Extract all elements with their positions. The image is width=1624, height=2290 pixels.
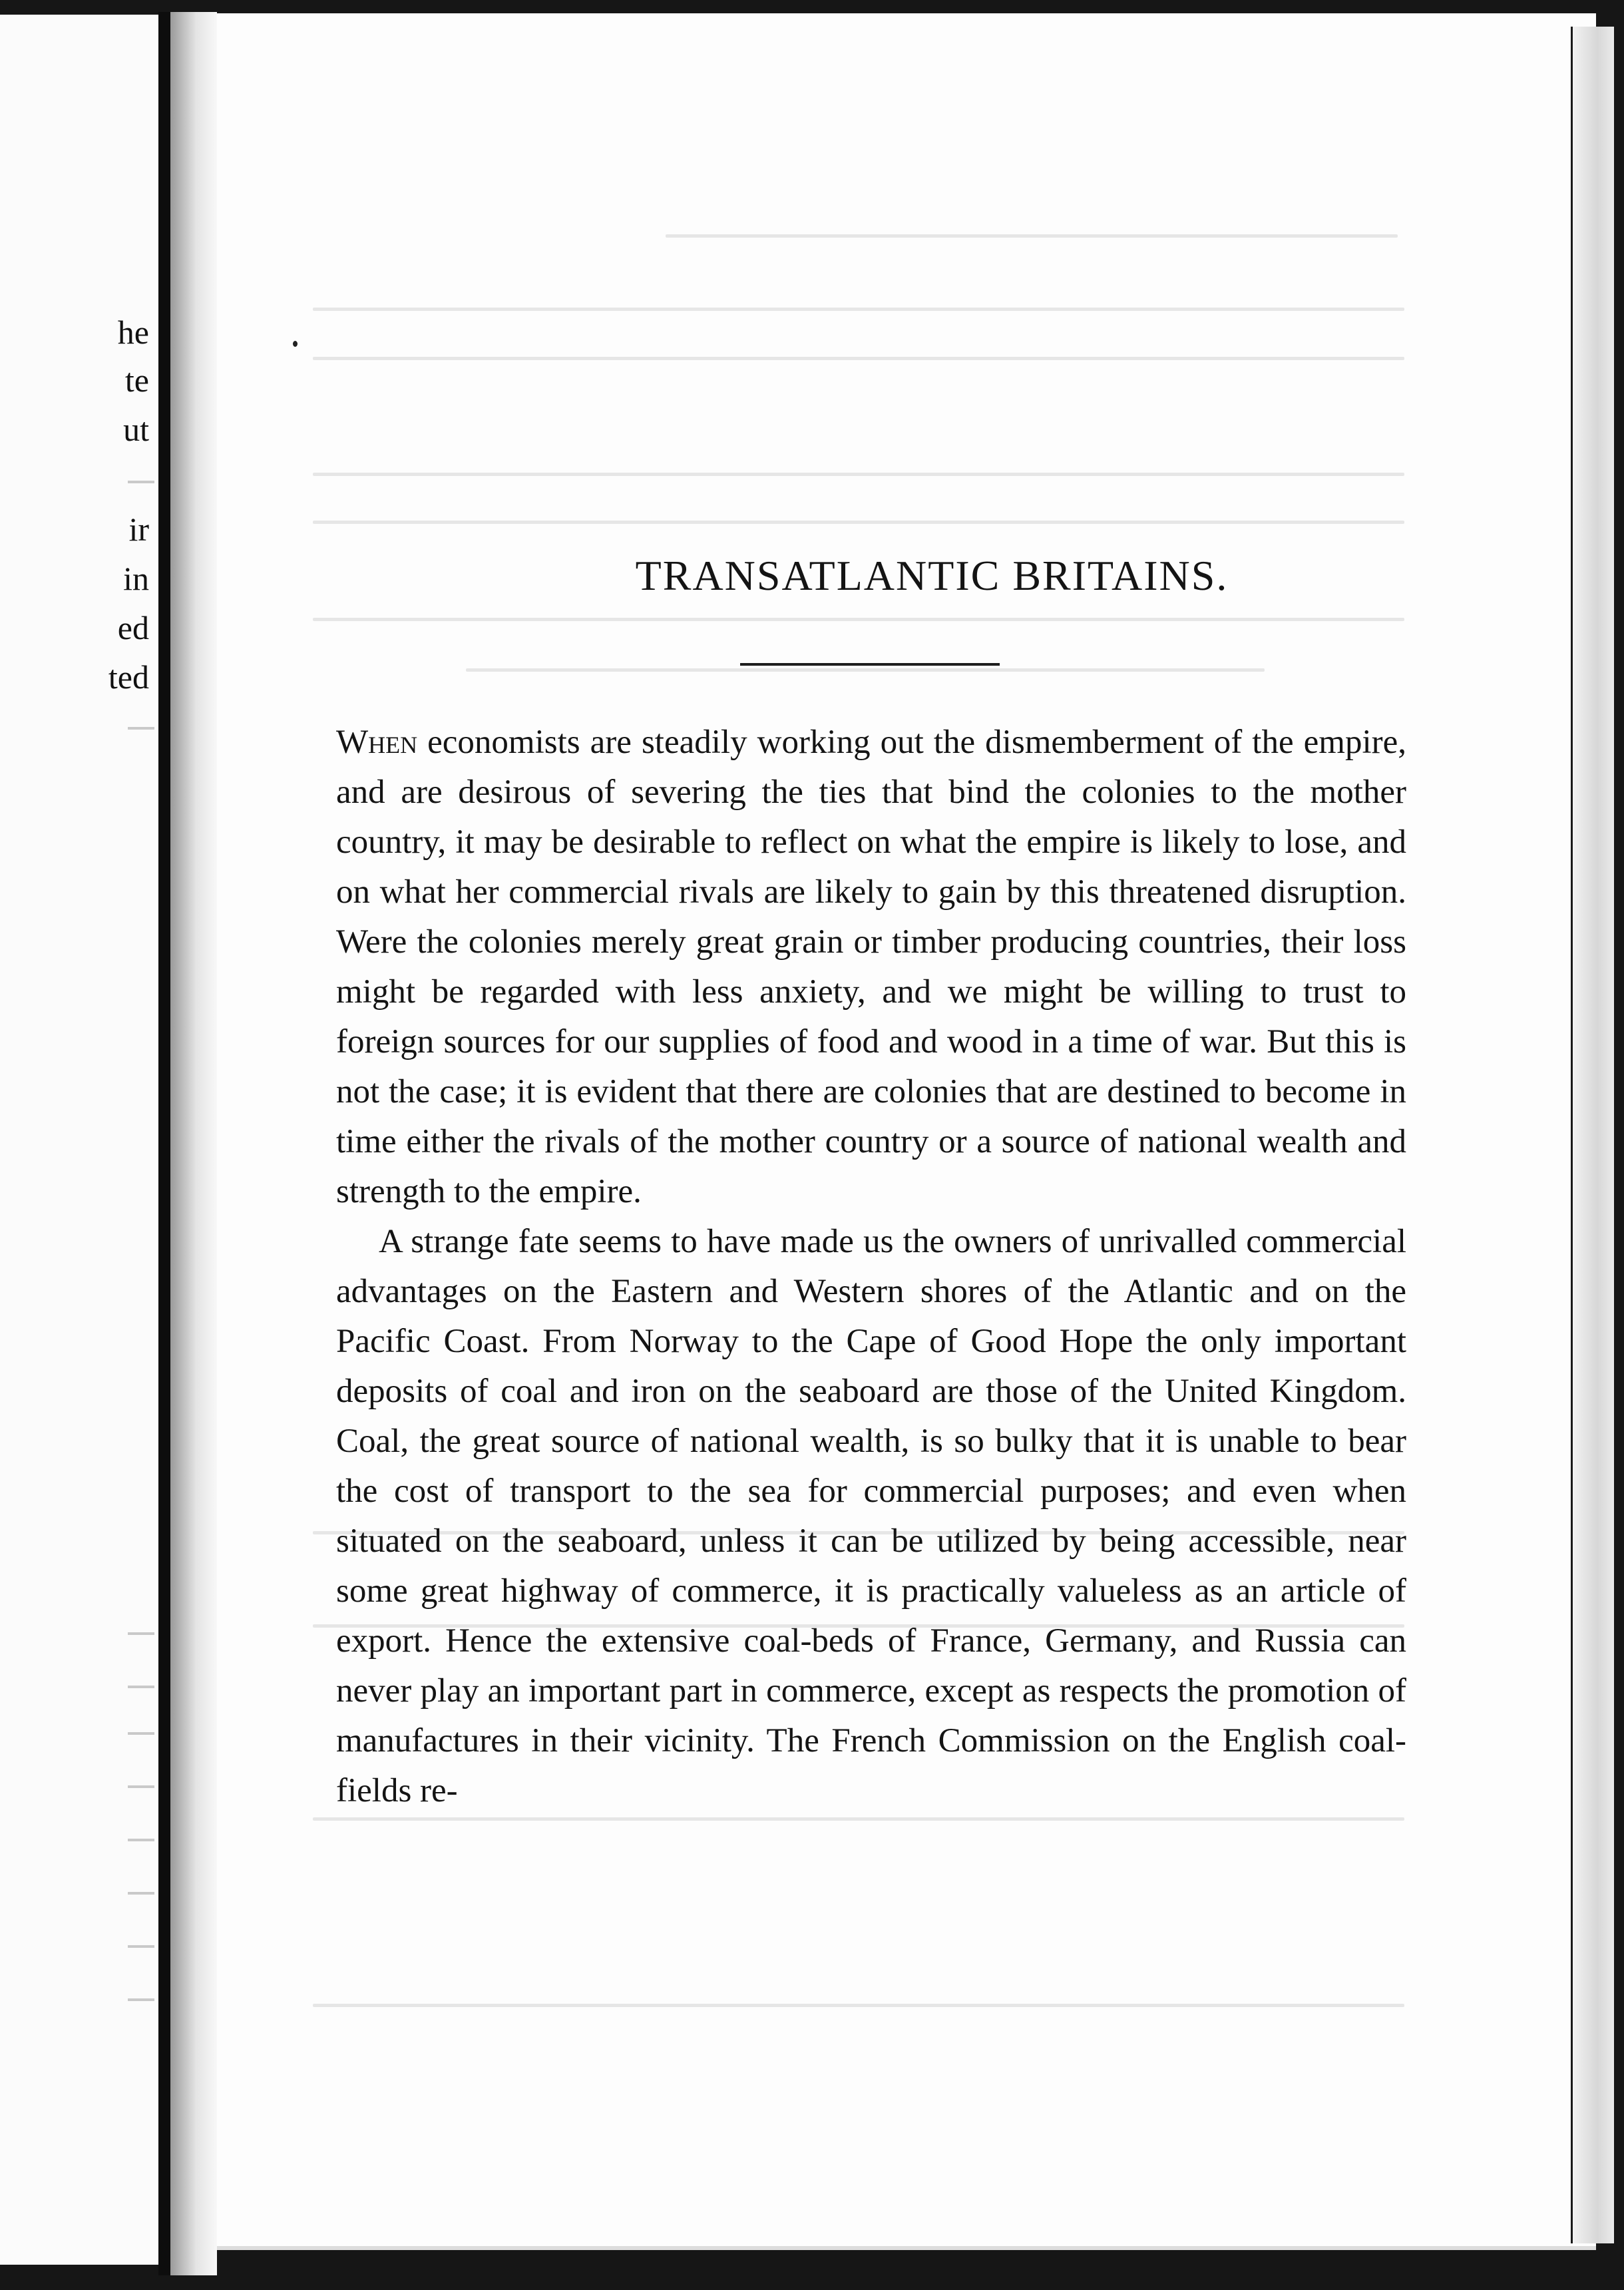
- faint-mark: [128, 481, 154, 483]
- left-page-fragment: he: [117, 314, 149, 351]
- show-through-line: [313, 1817, 1404, 1821]
- ink-speck: [293, 341, 298, 347]
- faint-mark: [128, 1892, 154, 1895]
- faint-mark: [128, 1785, 154, 1788]
- faint-mark: [128, 1839, 154, 1841]
- show-through-line: [313, 473, 1404, 476]
- show-through-line: [313, 618, 1404, 621]
- show-through-line: [313, 2004, 1404, 2007]
- title-rule: [740, 663, 1000, 666]
- faint-mark: [128, 1686, 154, 1688]
- left-page-fragment: in: [123, 560, 149, 597]
- body-text: [336, 718, 1406, 1816]
- show-through-line: [313, 357, 1404, 360]
- paragraph-2: A strange fate seems to have made us the owners of unrivalled commercial advantages on the Eastern and Western shores of the Atlantic and on the Pacific Coast. From Norway to the Cape of Good Hope the only important deposits of coal and iron on the seaboard are those of the United Kingdom. Coal, the great source of national wealth, is so bulky that it is unable to bear the cost of transport to the sea for commercial purposes; and even when situated on the seaboard, unless it can be utilized by being accessible, near some great highway of commerce, it is practically valueless as an article of export. Hence the extensive coal-beds of France, Germany, and Russia can never play an important part in commerce, except as respects the promotion of manufactures in their vicinity. The French Commission on the English coal-fields re-: [336, 1223, 1406, 1809]
- left-page-fragment: ut: [123, 411, 149, 448]
- page-stack-edge: [1571, 27, 1614, 2243]
- chapter-title: TRANSATLANTIC BRITAINS.: [635, 552, 1229, 599]
- paragraph-1: [336, 718, 1406, 1217]
- paragraph-lead-word: When: [336, 724, 418, 761]
- faint-mark: [128, 727, 154, 730]
- left-page-fragment: te: [124, 361, 149, 399]
- left-page-fragment: ir: [128, 511, 149, 548]
- faint-mark: [128, 1632, 154, 1635]
- left-page-fragment: ed: [117, 609, 149, 646]
- show-through-line: [466, 668, 1265, 672]
- faint-mark: [128, 1998, 154, 2001]
- left-facing-page: [0, 15, 158, 2265]
- show-through-line: [313, 521, 1404, 524]
- show-through-line: [666, 234, 1398, 238]
- paragraph-1-text: economists are steadily working out the dismemberment of the empire, and are desirous of severing the ties that bind the colonies to the mother country, it may be desirable to reflect on what the empire is likely to lose, and on what her commercial rivals are likely to gain by this threatened disruption. Were the colonies merely great grain or timber producing countries, their loss might be regarded with less anxiety, and we might be willing to trust to foreign sources for our supplies of food and wood in a time of war. But this is not the case; it is evident that there are colonies that are destined to become in time either the rivals of the mother country or a source of national wealth and strength to the empire.: [336, 724, 1406, 1210]
- faint-mark: [128, 1732, 154, 1735]
- faint-mark: [128, 1945, 154, 1948]
- left-page-fragment: ted: [108, 658, 149, 696]
- gutter-shadow: [170, 12, 217, 2275]
- show-through-line: [313, 308, 1404, 311]
- book-gutter: [158, 12, 170, 2275]
